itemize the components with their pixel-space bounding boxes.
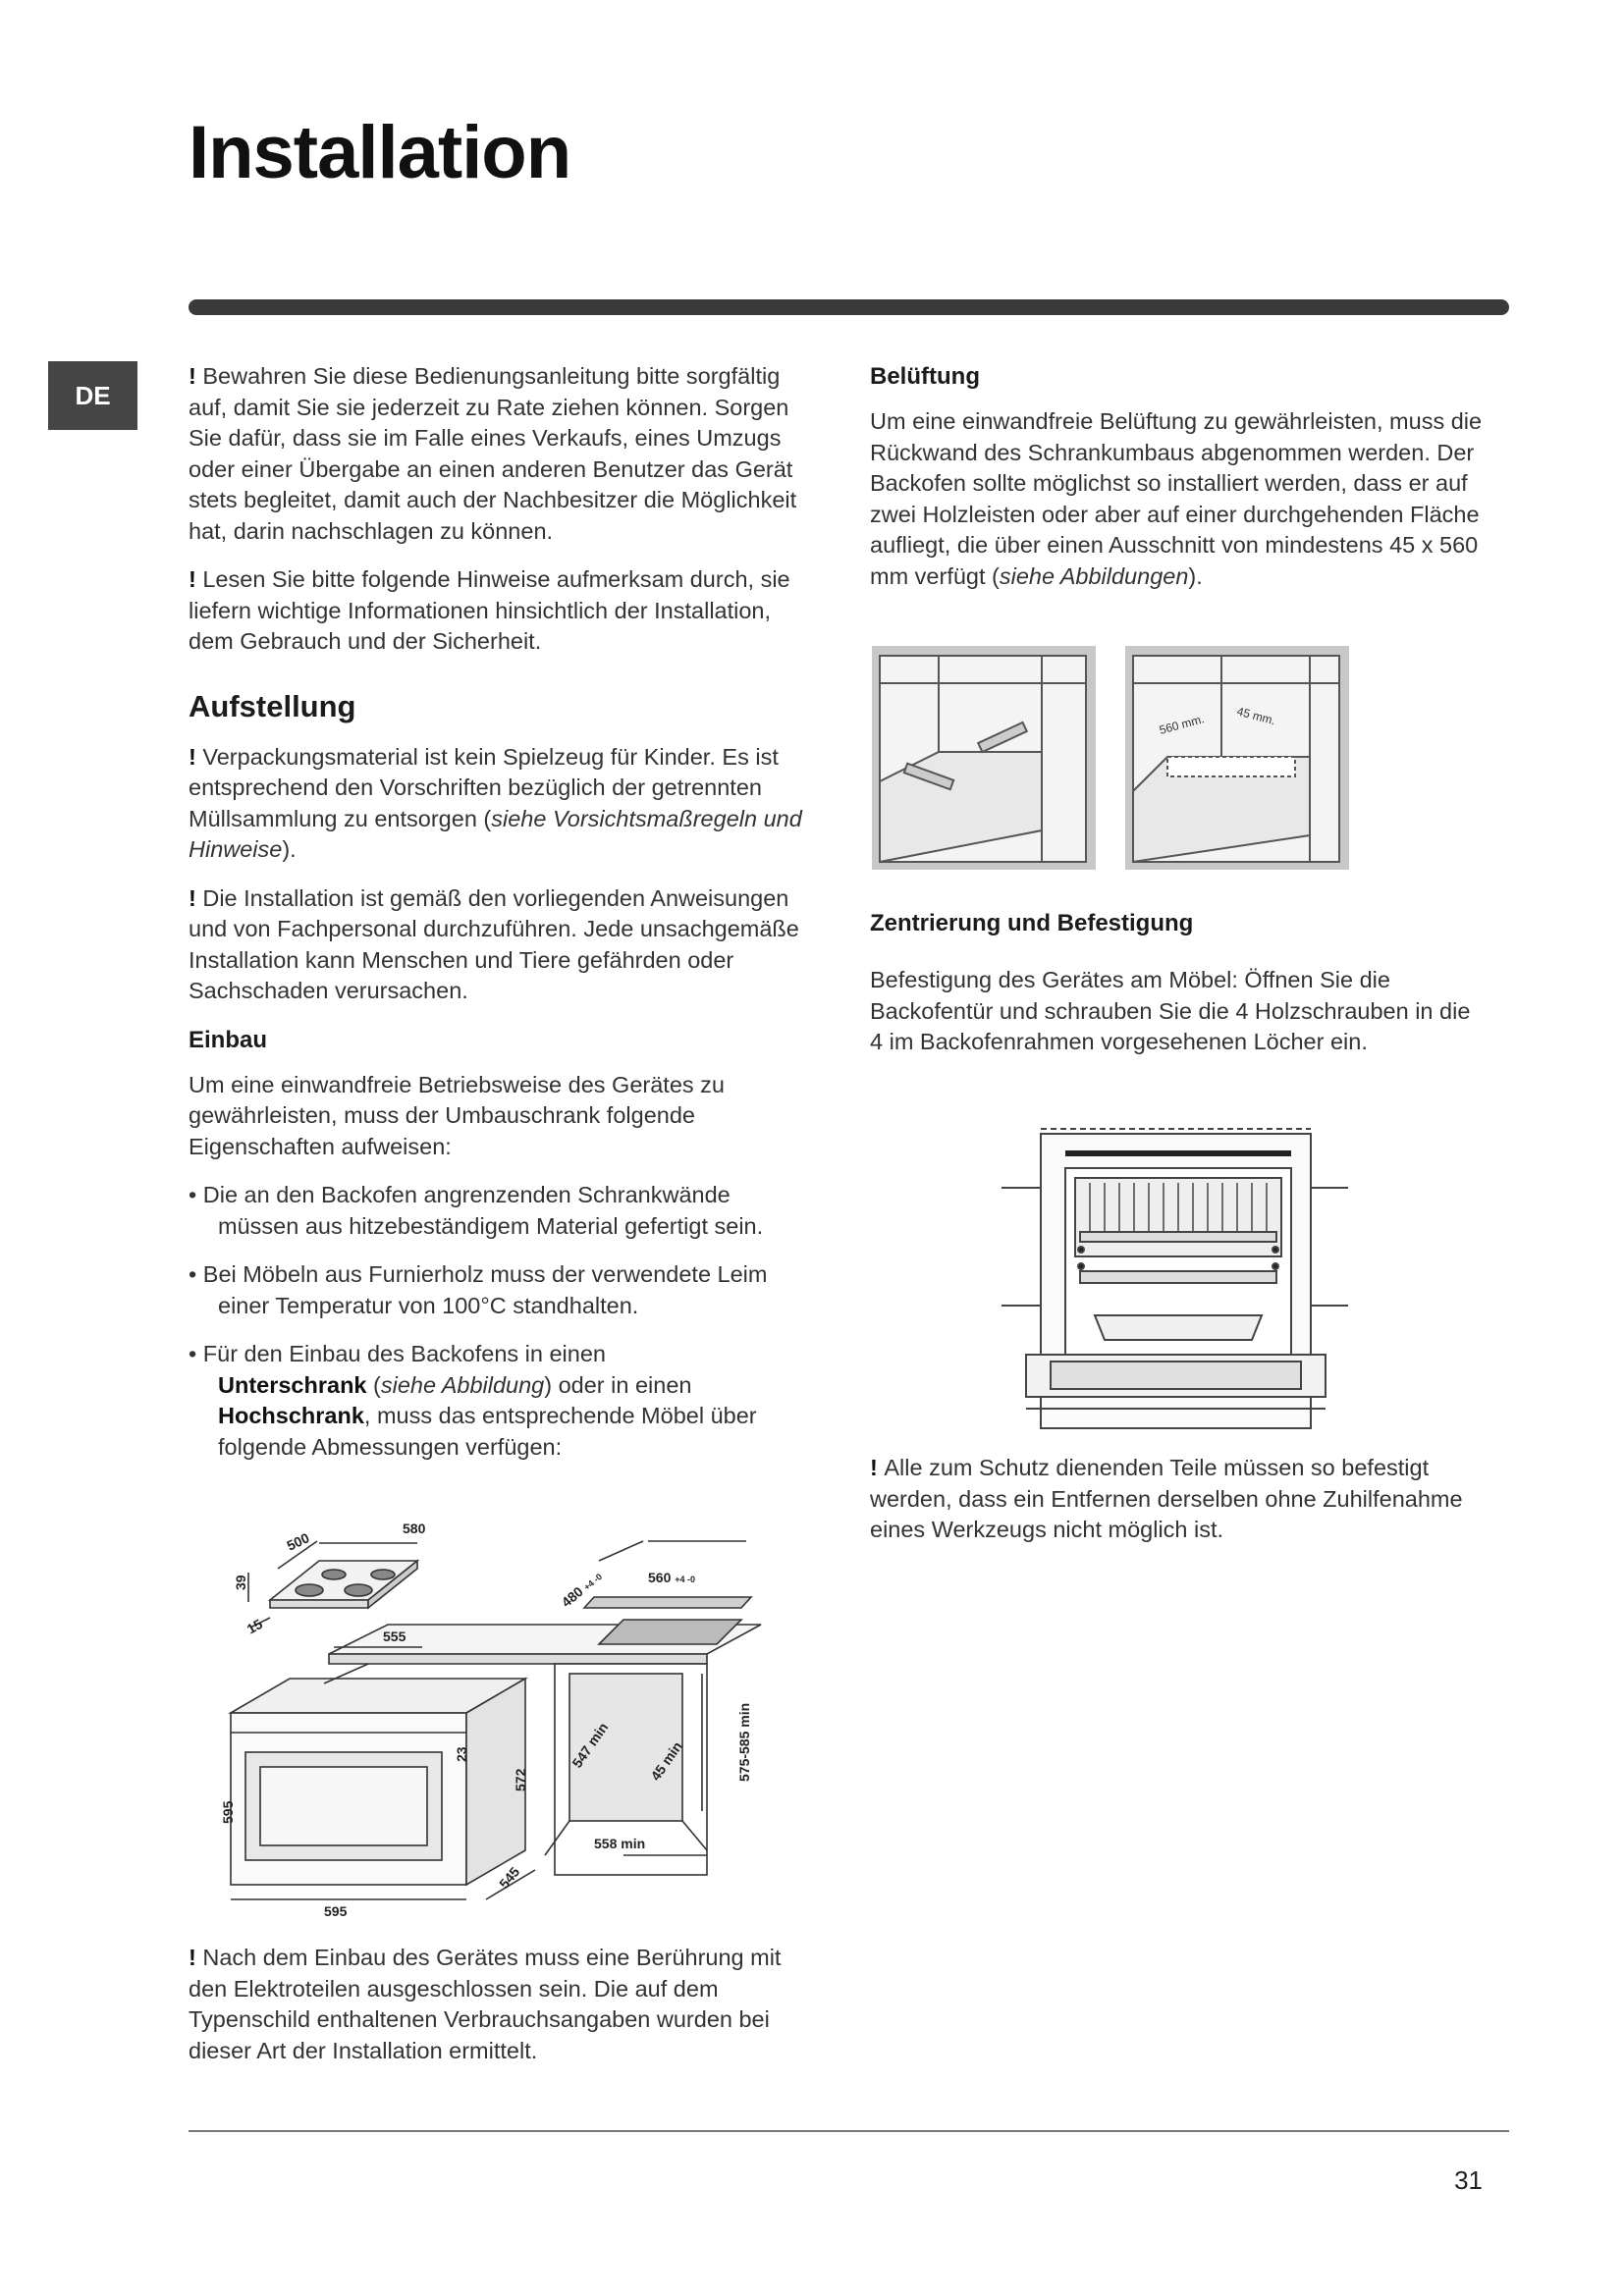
dim-555: 555 bbox=[383, 1629, 406, 1644]
cross-reference: siehe Vorsichtsmaßregeln und Hinweise bbox=[189, 805, 802, 862]
intro-note-1: ! Bewahren Sie diese Bedienungsanleitung bitte sorgfältig auf, damit Sie sie jederzeit zu Rate ziehen können. Sorgen Sie dafür, dass sie im Falle eines Verkaufs, eines Umzugs oder einer Übergabe an einen anderen Benutzer das Gerät stets begleitet, damit auch der Nachbesitzer die Möglichkeit hat, darin nachschlagen zu können. bbox=[189, 363, 797, 544]
page-title: Installation bbox=[189, 111, 571, 194]
dim-595-width: 595 bbox=[324, 1903, 348, 1919]
schutz-note: ! Alle zum Schutz dienenden Teile müssen so befestigt werden, dass ein Entfernen derselben ohne Zuhilfenahme eines Werkzeugs nicht möglich ist. bbox=[870, 1455, 1463, 1542]
einbau-heading: Einbau bbox=[189, 1026, 268, 1053]
oven-front-illustration bbox=[997, 1124, 1355, 1438]
dim-15: 15 bbox=[244, 1615, 265, 1637]
dim-23: 23 bbox=[454, 1746, 469, 1762]
installation-dimensions-diagram bbox=[211, 1512, 781, 1924]
zentrierung-heading: Zentrierung und Befestigung bbox=[870, 910, 1194, 936]
beluftung-heading: Belüftung bbox=[870, 363, 980, 390]
dim-575-585: 575-585 min bbox=[736, 1702, 752, 1782]
dim-45-min: 45 min bbox=[647, 1738, 685, 1784]
warning-icon: ! bbox=[189, 1945, 203, 1970]
ventilation-image-1 bbox=[872, 646, 1096, 870]
warning-icon: ! bbox=[189, 566, 203, 592]
ventilation-image-2 bbox=[1125, 646, 1349, 870]
dim-39: 39 bbox=[233, 1575, 248, 1590]
aufstellung-heading: Aufstellung bbox=[189, 688, 356, 723]
right-column-mid bbox=[870, 908, 1484, 1076]
intro-note-2: ! Lesen Sie bitte folgende Hinweise aufmerksam durch, sie liefern wichtige Informationen hinsichtlich der Installation, dem Gebrauch und der Sicherheit. bbox=[189, 566, 790, 654]
dim-547-min: 547 min bbox=[568, 1719, 612, 1771]
footer-divider bbox=[189, 2130, 1509, 2132]
right-column-top bbox=[870, 361, 1484, 610]
warning-icon: ! bbox=[870, 1455, 885, 1480]
dim-480: 480 +4 -0 bbox=[558, 1572, 605, 1611]
language-tab: DE bbox=[48, 361, 137, 430]
warning-icon: ! bbox=[189, 884, 203, 911]
left-column-top bbox=[189, 361, 802, 1480]
right-column-bottom bbox=[870, 1453, 1484, 1564]
dim-595-height: 595 bbox=[220, 1800, 236, 1824]
final-note: ! Nach dem Einbau des Gerätes muss eine Berührung mit den Elektroteilen ausgeschlossen sein. Die auf dem Typenschild enthaltenen Verbrauchsangaben wurden bei dieser Art der Installation ermittelt. bbox=[189, 1945, 782, 2063]
dim-545: 545 bbox=[496, 1863, 523, 1892]
page-number: 31 bbox=[1454, 2165, 1483, 2195]
dim-572: 572 bbox=[513, 1768, 528, 1791]
aufstellung-note-2: ! Die Installation ist gemäß den vorliegenden Anweisungen und von Fachpersonal durchzuführen. Jede unsachgemäße Installation kann Menschen und Tiere gefährden oder Sachschaden verursachen. bbox=[189, 884, 799, 1003]
vent-560-label: 560 mm. bbox=[1158, 712, 1206, 737]
dim-560: 560 +4 -0 bbox=[648, 1570, 696, 1585]
dim-580: 580 bbox=[403, 1521, 426, 1536]
title-divider bbox=[189, 299, 1509, 315]
warning-icon: ! bbox=[189, 363, 203, 389]
bullet-item: • Die an den Backofen angrenzenden Schrankwände müssen aus hitzebeständigem Material gefertigt sein. bbox=[189, 1182, 764, 1239]
final-note-block bbox=[189, 1943, 802, 2084]
zentrierung-text: Befestigung des Gerätes am Möbel: Öffnen Sie die Backofentür und schrauben Sie die 4 Holzschrauben in die 4 im Backofenrahmen vorgesehenen Löcher ein. bbox=[870, 967, 1471, 1054]
dim-500: 500 bbox=[284, 1529, 312, 1554]
bullet-item: • Bei Möbeln aus Furnierholz muss der verwendete Leim einer Temperatur von 100°C standhalten. bbox=[189, 1261, 768, 1318]
aufstellung-note-1: ! Verpackungsmaterial ist kein Spielzeug für Kinder. Es ist entsprechend den Vorschriften bezüglich der getrennten Müllsammlung zu entsorgen (siehe Vorsichtsmaßregeln und Hinweise). bbox=[189, 743, 802, 862]
dim-558-min: 558 min bbox=[594, 1836, 646, 1851]
ventilation-illustrations bbox=[870, 644, 1351, 872]
warning-icon: ! bbox=[189, 743, 203, 770]
bullet-item: • Für den Einbau des Backofens in einen Unterschrank (siehe Abbildung) oder in einen Hochschrank, muss das entsprechende Möbel über folgende Abmessungen verfügen: bbox=[189, 1341, 757, 1460]
cross-reference: siehe Abbildungen bbox=[999, 562, 1189, 589]
vent-45-label: 45 mm. bbox=[1235, 704, 1277, 728]
einbau-intro: Um eine einwandfreie Betriebsweise des Gerätes zu gewährleisten, muss der Umbauschrank folgende Eigenschaften aufweisen: bbox=[189, 1071, 725, 1159]
beluftung-text: Um eine einwandfreie Belüftung zu gewährleisten, muss die Rückwand des Schrankumbaus abgenommen werden. Der Backofen sollte möglichst so installiert werden, dass er auf zwei Holzleisten oder aber auf einer durchgehenden Fläche aufliegt, die über einen Ausschnitt von mindestens 45 x 560 mm verfügt (siehe Abbildungen). bbox=[870, 408, 1483, 589]
